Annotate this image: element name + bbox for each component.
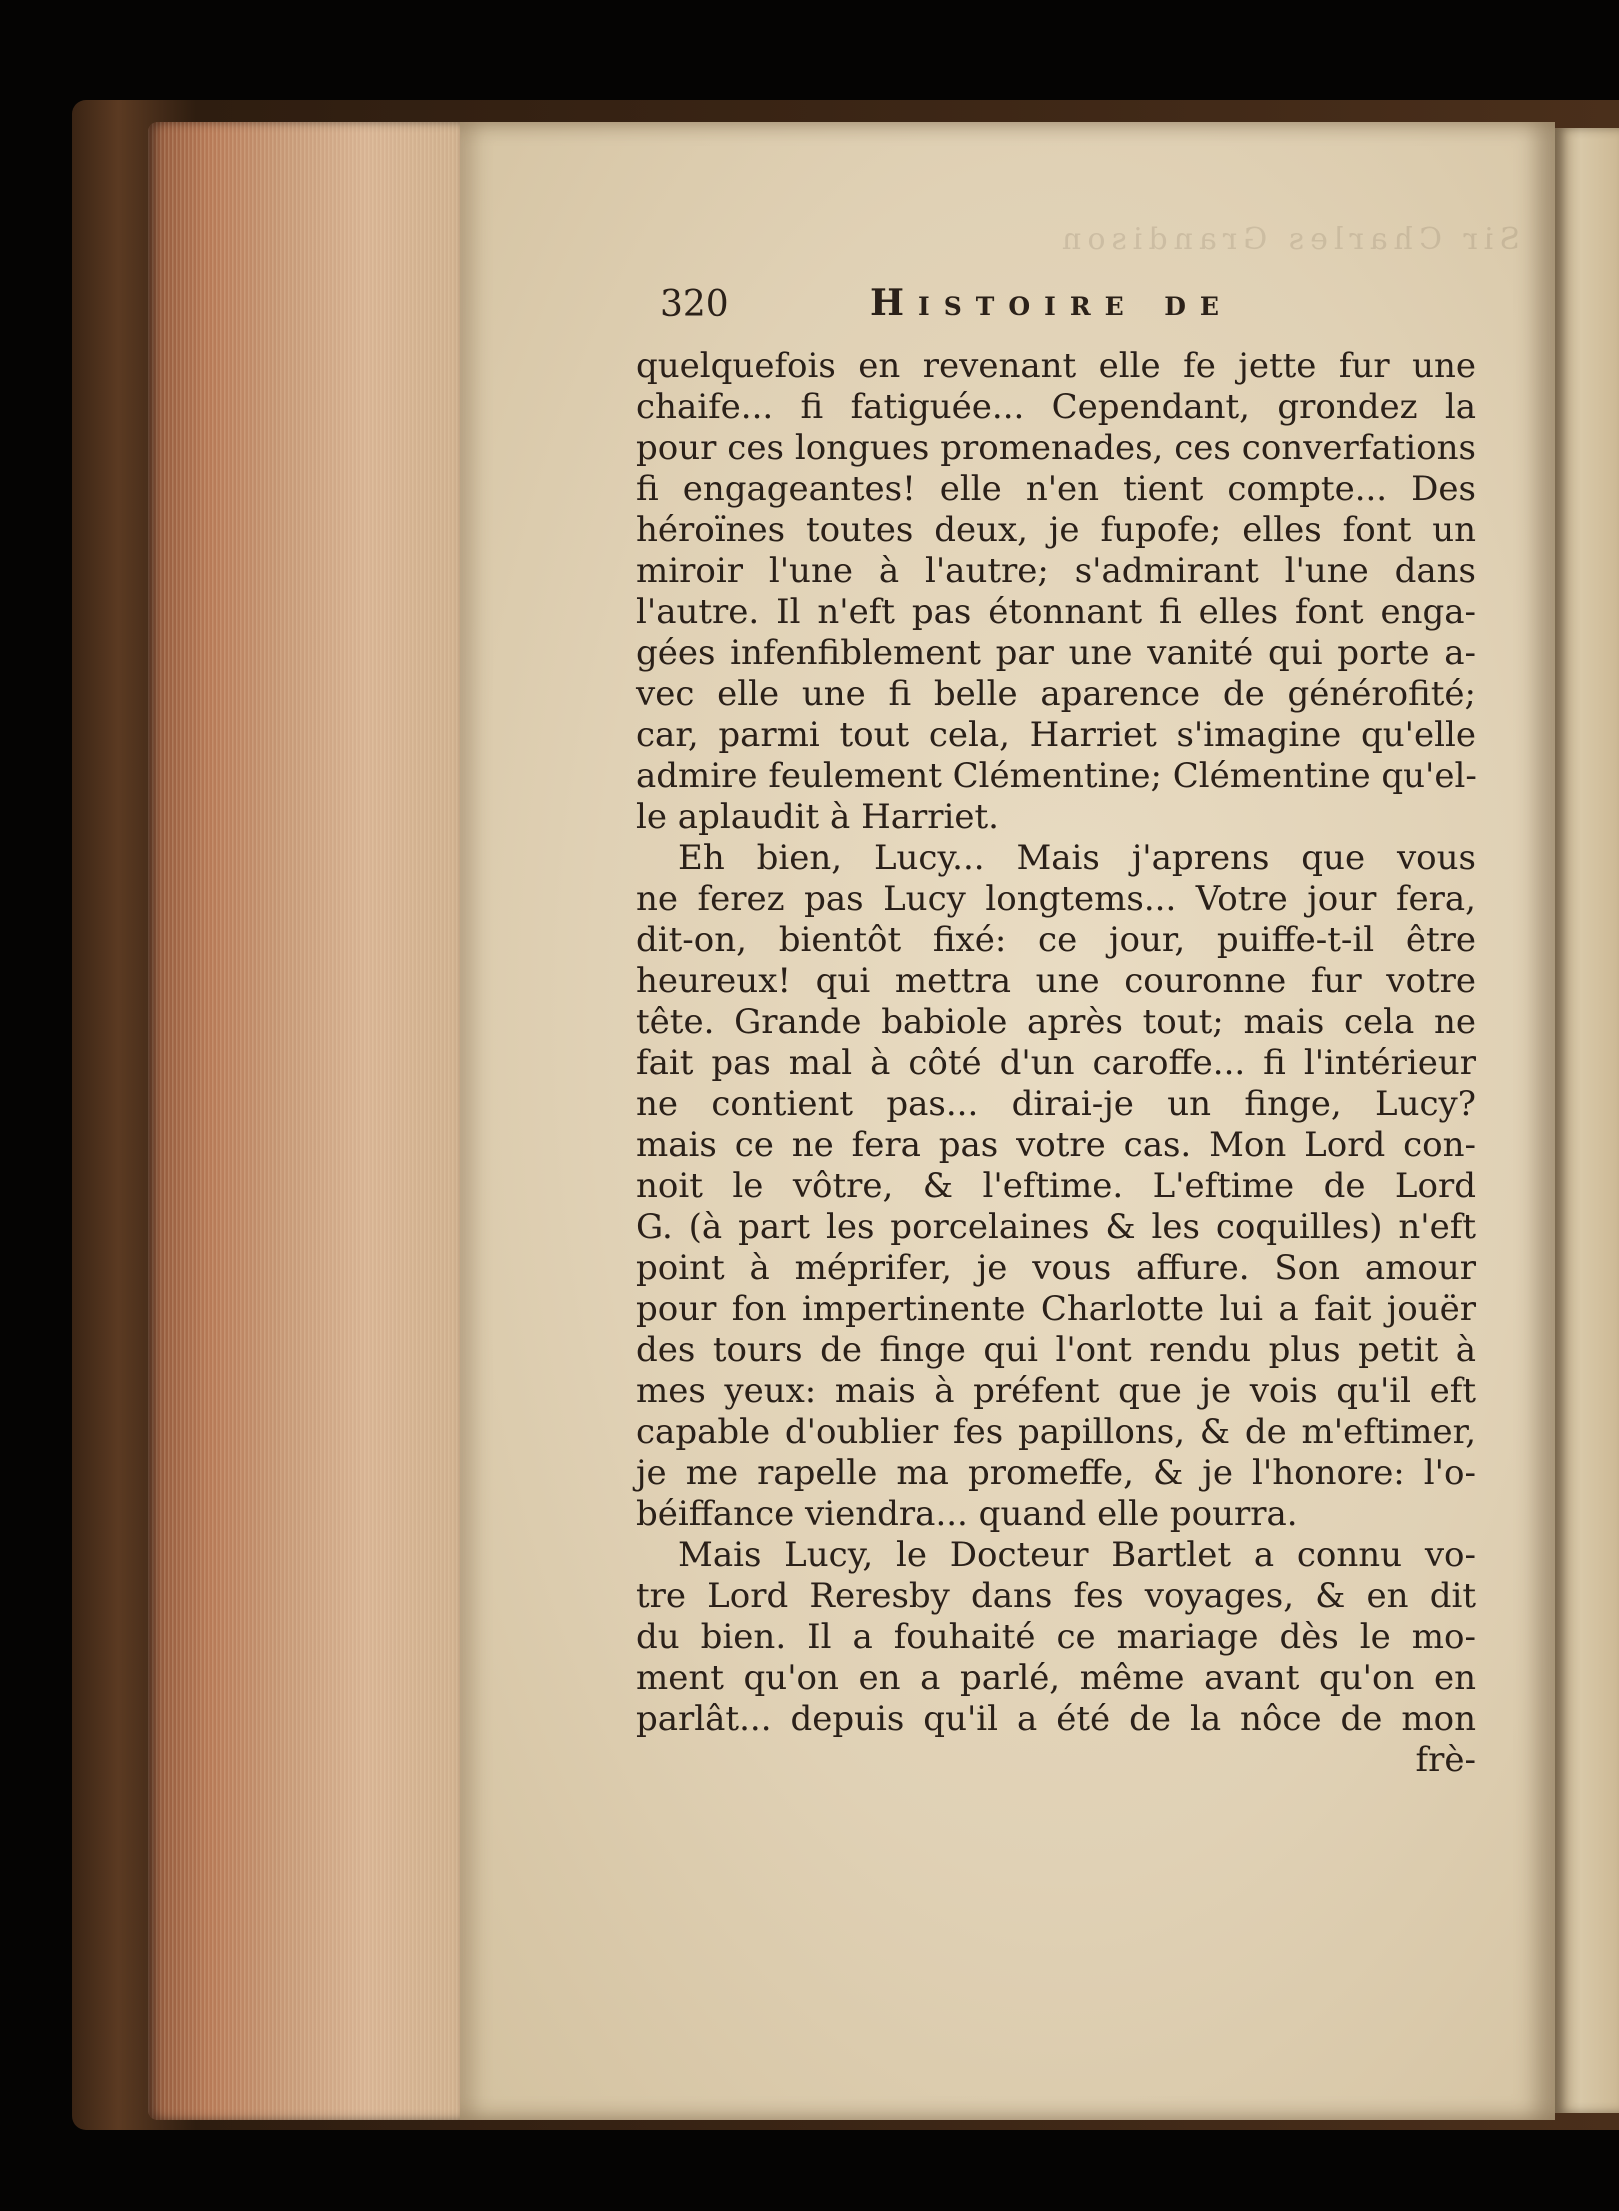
text-line: tête. Grande babiole après tout; mais cela ne — [636, 1002, 1476, 1042]
text-line: mes yeux: mais à préfent que je vois qu'il eft — [636, 1371, 1476, 1411]
text-line: dit-on, bientôt fixé: ce jour, puiffe-t-il être — [636, 920, 1476, 960]
text-line: béiffance viendra... quand elle pourra. — [636, 1494, 1298, 1534]
text-line: noit le vôtre, & l'eftime. L'eftime de Lord — [636, 1166, 1476, 1206]
running-head — [660, 282, 1340, 332]
text-line: miroir l'une à l'autre; s'admirant l'une dans — [636, 551, 1476, 591]
text-line: ment qu'on en a parlé, même avant qu'on en — [636, 1658, 1476, 1698]
text-line: capable d'oublier fes papillons, & de m'eftimer, — [636, 1412, 1476, 1452]
text-line: quelquefois en revenant elle fe jette fur une — [636, 346, 1476, 386]
text-line: pour ces longues promenades, ces converfations — [636, 428, 1476, 468]
text-line: gées infenfiblement par une vanité qui porte a- — [636, 633, 1476, 673]
text-line: ne contient pas... dirai-je un finge, Lucy? — [636, 1084, 1476, 1124]
show-through-text: Sir Charles Grandison — [1056, 222, 1520, 257]
text-line: admire feulement Clémentine; Clémentine qu'el- — [636, 756, 1477, 796]
text-line: des tours de finge qui l'ont rendu plus petit à — [636, 1330, 1476, 1370]
facing-page-edge — [1555, 128, 1619, 2113]
text-line: parlât... depuis qu'il a été de la nôce de mon — [636, 1699, 1476, 1739]
text-line: car, parmi tout cela, Harriet s'imagine qu'elle — [636, 715, 1476, 755]
running-head-title: Histoire de — [870, 282, 1233, 324]
text-line: chaife... fi fatiguée... Cependant, grondez la — [636, 387, 1476, 427]
text-line: fi engageantes! elle n'en tient compte... Des — [636, 469, 1476, 509]
text-line: point à méprifer, je vous affure. Son amour — [636, 1248, 1476, 1288]
text-line: du bien. Il a fouhaité ce mariage dès le mo- — [636, 1617, 1476, 1657]
page-number: 320 — [660, 284, 729, 325]
text-line: pour fon impertinente Charlotte lui a fait jouër — [636, 1289, 1476, 1329]
text-line: mais ce ne fera pas votre cas. Mon Lord con- — [636, 1125, 1476, 1165]
text-line: héroïnes toutes deux, je fupofe; elles font un — [636, 510, 1476, 550]
catchword: frè- — [1415, 1740, 1476, 1780]
page-block-edge — [148, 122, 460, 2120]
text-line: je me rapelle ma promeffe, & je l'honore: l'o- — [636, 1453, 1476, 1493]
text-line: ne ferez pas Lucy longtems... Votre jour fera, — [636, 879, 1476, 919]
text-line: le aplaudit à Harriet. — [636, 797, 999, 837]
text-line: G. (à part les porcelaines & les coquilles) n'eft — [636, 1207, 1476, 1247]
text-line: heureux! qui mettra une couronne fur votre — [636, 961, 1476, 1001]
text-line: l'autre. Il n'eft pas étonnant fi elles font enga- — [636, 592, 1476, 632]
paragraph-start-line: Eh bien, Lucy... Mais j'aprens que vous — [678, 838, 1476, 878]
text-line: tre Lord Reresby dans fes voyages, & en dit — [636, 1576, 1476, 1616]
text-line: vec elle une fi belle aparence de générofité; — [636, 674, 1476, 714]
paragraph-start-line: Mais Lucy, le Docteur Bartlet a connu vo- — [678, 1535, 1476, 1575]
text-line: fait pas mal à côté d'un caroffe... fi l'intérieur — [636, 1043, 1476, 1083]
